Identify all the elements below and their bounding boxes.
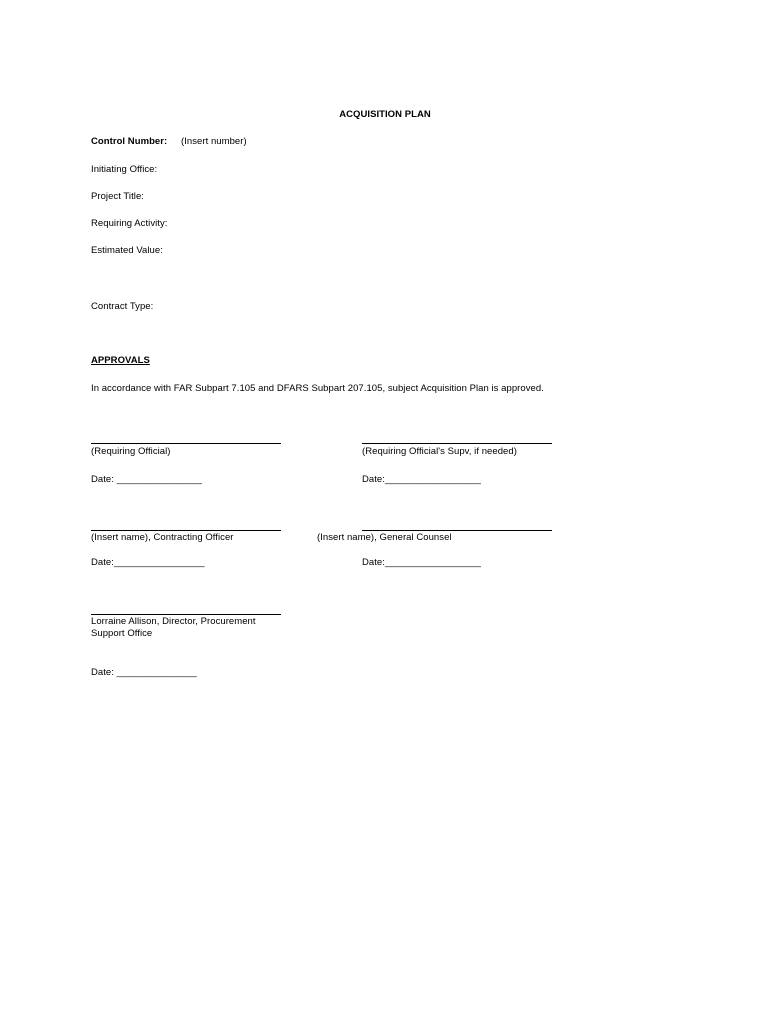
signature-caption: (Requiring Official) — [91, 446, 171, 457]
signature-line — [91, 530, 281, 531]
signature-date: Date:__________________ — [362, 557, 481, 568]
approvals-statement: In accordance with FAR Subpart 7.105 and DFARS Subpart 207.105, subject Acquisition Plan is approved. — [91, 383, 544, 394]
project-title-label: Project Title: — [91, 191, 144, 202]
signature-date: Date:__________________ — [362, 474, 481, 485]
initiating-office-label: Initiating Office: — [91, 164, 158, 175]
signature-caption: Lorraine Allison, Director, Procurement Support Office — [91, 616, 256, 639]
signature-date: Date:_________________ — [91, 557, 205, 568]
control-number-value: (Insert number) — [181, 136, 247, 147]
control-number-label: Control Number: — [91, 136, 168, 147]
signature-line — [362, 443, 552, 444]
estimated-value-label: Estimated Value: — [91, 245, 163, 256]
signature-line — [362, 530, 552, 531]
signature-caption: (Insert name), General Counsel — [317, 532, 452, 543]
signature-caption: (Requiring Official's Supv, if needed) — [362, 446, 517, 457]
signature-date: Date: _______________ — [91, 667, 197, 678]
signature-line — [91, 614, 281, 615]
signature-date: Date: ________________ — [91, 474, 202, 485]
requiring-activity-label: Requiring Activity: — [91, 218, 168, 229]
approvals-heading: APPROVALS — [91, 355, 150, 366]
document-title: ACQUISITION PLAN — [339, 109, 431, 120]
contract-type-label: Contract Type: — [91, 301, 154, 312]
signature-caption: (Insert name), Contracting Officer — [91, 532, 234, 543]
signature-line — [91, 443, 281, 444]
